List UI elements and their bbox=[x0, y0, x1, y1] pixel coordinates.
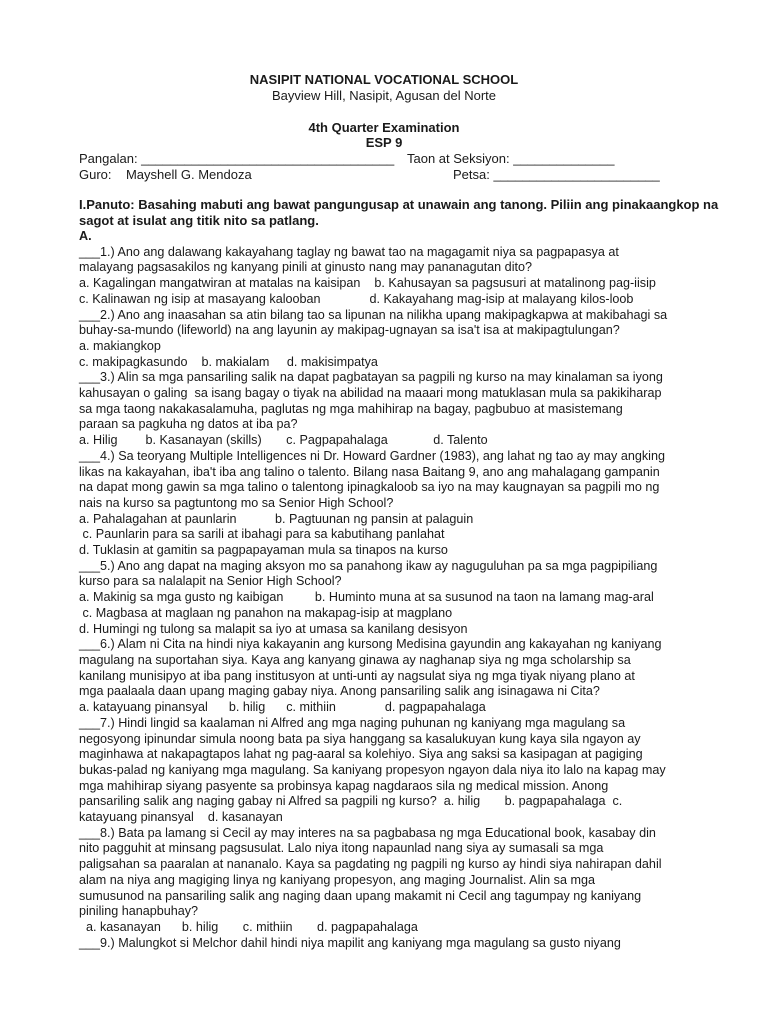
question-line: a. kasanayan b. hilig c. mithiin d. pagpapahalaga bbox=[79, 919, 418, 934]
question-stem-line: ___8.) Bata pa lamang si Cecil ay may interes na sa pagbabasa ng mga Educational book, kasabay din bbox=[79, 825, 656, 840]
question-line: paligsahan sa paaralan at nananalo. Kaya sa pagdating ng pagpili ng kurso ay hindi siya nahirapan dahil bbox=[79, 857, 662, 872]
question-line: nito pagguhit at minsang pagsusulat. Lalo niya itong napaunlad nang siya ay sumasali sa mga bbox=[79, 841, 604, 856]
question-line: nais na kurso sa pagtuntong mo sa Senior High School? bbox=[79, 495, 394, 510]
question-item bbox=[79, 245, 729, 308]
question-line: c. Paunlarin para sa sarili at ibahagi para sa kabutihang panlahat bbox=[79, 527, 445, 542]
teacher-field: Guro: Mayshell G. Mendoza bbox=[79, 167, 252, 182]
question-stem-line: ___9.) Malungkot si Melchor dahil hindi niya mapilit ang kaniyang mga magulang sa gusto niyang bbox=[79, 935, 621, 950]
question-line: mga paalaala daan upang maging gabay niya. Anong pansariling salik ang isinagawa ni Cita? bbox=[79, 684, 600, 699]
question-line: magulang na suportahan siya. Kaya ang kanyang ginawa ay naghanap siya ng mga scholarship sa bbox=[79, 652, 631, 667]
question-line: a. Makinig sa mga gusto ng kaibigan b. Huminto muna at sa susunod na taon na lamang mag-aral bbox=[79, 590, 654, 605]
question-line: a. Hilig b. Kasanayan (skills) c. Pagpapahalaga d. Talento bbox=[79, 433, 488, 448]
question-stem-line: ___6.) Alam ni Cita na hindi niya kakayanin ang kursong Medisina gayundin ang kakayahan ng kaniyang bbox=[79, 637, 662, 652]
question-item bbox=[79, 637, 729, 716]
question-line: buhay-sa-mundo (lifeworld) na ang layunin ay makipag-ugnayan sa isa't isa at makipagtulungan? bbox=[79, 323, 620, 338]
exam-title: 4th Quarter Examination bbox=[308, 120, 460, 135]
question-line: d. Humingi ng tulong sa malapit sa iyo at umasa sa kanilang desisyon bbox=[79, 621, 468, 636]
question-line: a. katayuang pinansyal b. hilig c. mithiin d. pagpapahalaga bbox=[79, 700, 486, 715]
subject-title: ESP 9 bbox=[365, 135, 403, 150]
question-item bbox=[79, 308, 729, 371]
exam-body bbox=[79, 197, 729, 951]
question-item bbox=[79, 559, 729, 638]
school-address: Bayview Hill, Nasipit, Agusan del Norte bbox=[272, 88, 496, 103]
question-line: likas na kakayahan, iba't iba ang talino o talento. Bilang nasa Baitang 9, ano ang mahalagang gampanin bbox=[79, 464, 660, 479]
question-line: kurso para sa nalalapit na Senior High School? bbox=[79, 574, 342, 589]
question-list bbox=[79, 245, 729, 952]
question-line: sa mga taong nakakasalamuha, paglutas ng mga mahihirap na bagay, pagbubuo at masistemang bbox=[79, 401, 623, 416]
date-field: Petsa: _______________________ bbox=[453, 167, 660, 182]
student-info-fields bbox=[79, 151, 719, 185]
year-section-field: Taon at Seksiyon: ______________ bbox=[407, 151, 615, 166]
question-line: na dapat mong gawin sa mga talino o talentong ipinagkaloob sa iyo na may kaugnayan sa pagpili mo ng bbox=[79, 480, 660, 495]
section-label: A. bbox=[79, 229, 92, 243]
question-line: a. Kagalingan mangatwiran at matalas na kaisipan b. Kahusayan sa pagsusuri at matalinong pag-iisip bbox=[79, 276, 656, 291]
question-line: maginhawa at nakapagtapos lahat ng pag-aaral sa kolehiyo. Siya ang saksi sa kasipagan at pagiging bbox=[79, 747, 643, 762]
question-line: mga mahihirap siyang pasyente sa probinsya kapag nagdaraos sila ng medical mission. Anong bbox=[79, 778, 609, 793]
question-line: malayang pagsasakilos ng kanyang pinili at ginusto nang may pananagutan dito? bbox=[79, 260, 532, 275]
question-item bbox=[79, 449, 729, 559]
question-line: alam na niya ang magiging linya ng kaniyang propesyon, ang maging Journalist. Alin sa mga bbox=[79, 872, 595, 887]
question-line: a. makiangkop bbox=[79, 338, 161, 353]
instructions-line-2: sagot at isulat ang titik nito sa patlang. bbox=[79, 213, 319, 228]
question-stem-line: ___7.) Hindi lingid sa kaalaman ni Alfred ang mga naging puhunan ng kaniyang mga magulang sa bbox=[79, 715, 626, 730]
question-line: a. Pahalagahan at paunlarin b. Pagtuunan ng pansin at palaguin bbox=[79, 511, 474, 526]
school-name: NASIPIT NATIONAL VOCATIONAL SCHOOL bbox=[249, 72, 519, 87]
question-stem-line: ___2.) Ano ang inaasahan sa atin bilang tao sa lipunan na nilikha upang makipagkapwa at makibahagi sa bbox=[79, 307, 668, 322]
question-line: c. Kalinawan ng isip at masayang kalooban d. Kakayahang mag-isip at malayang kilos-loob bbox=[79, 291, 634, 306]
question-stem-line: ___3.) Alin sa mga pansariling salik na dapat pagbatayan sa pagpili ng kurso na may kinalaman sa iyong bbox=[79, 370, 663, 385]
name-field: Pangalan: ___________________________________ bbox=[79, 151, 395, 166]
question-line: kahusayan o galing sa isang bagay o tiyak na abilidad na maaari mong matuklasan mula sa pakikiharap bbox=[79, 386, 662, 401]
question-line: bukas-palad ng kaniyang mga magulang. Sa kaniyang propesyon ngayon dala niya ito lalo na kapag may bbox=[79, 762, 666, 777]
question-line: c. makipagkasundo b. makialam d. makisimpatya bbox=[79, 354, 378, 369]
question-line: kanilang munisipyo at iba pang institusyon at unti-unti ay nagsulat siya ng mga tiyak niyang plano at bbox=[79, 668, 635, 683]
question-stem-line: ___4.) Sa teoryang Multiple Intelligences ni Dr. Howard Gardner (1983), ang lahat ng tao ay may angking bbox=[79, 448, 665, 463]
question-line: paraan sa pagkuha ng datos at iba pa? bbox=[79, 417, 298, 432]
question-line: c. Magbasa at maglaan ng panahon na makapag-isip at magplano bbox=[79, 605, 453, 620]
question-line: d. Tuklasin at gamitin sa pagpapayaman mula sa tinapos na kurso bbox=[79, 543, 448, 558]
question-item bbox=[79, 716, 729, 826]
question-line: piniling hanapbuhay? bbox=[79, 904, 199, 919]
question-item bbox=[79, 370, 729, 449]
question-stem-line: ___1.) Ano ang dalawang kakayahang taglay ng bawat tao na magagamit niya sa pagpapasya at bbox=[79, 244, 619, 259]
question-line: sumusunod na pansariling salik ang naging daan upang makamit ni Cecil ang tagumpay ng kaniyang bbox=[79, 888, 642, 903]
question-line: pansariling salik ang naging gabay ni Alfred sa pagpili ng kurso? a. hilig b. pagpapahalaga c. bbox=[79, 794, 623, 809]
question-line: negosyong ipinundar simula noong bata pa siya hanggang sa kasalukuyan kung kaya sila ngayon ay bbox=[79, 731, 641, 746]
question-line: katayuang pinansyal d. kasanayan bbox=[79, 810, 283, 825]
question-item bbox=[79, 826, 729, 936]
question-item bbox=[79, 936, 729, 952]
question-stem-line: ___5.) Ano ang dapat na maging aksyon mo sa panahong ikaw ay naguguluhan pa sa mga pagpipiliang bbox=[79, 558, 658, 573]
instructions-line-1: I.Panuto: Basahing mabuti ang bawat pangungusap at unawain ang tanong. Piliin ang pinakaangkop na bbox=[79, 197, 719, 212]
